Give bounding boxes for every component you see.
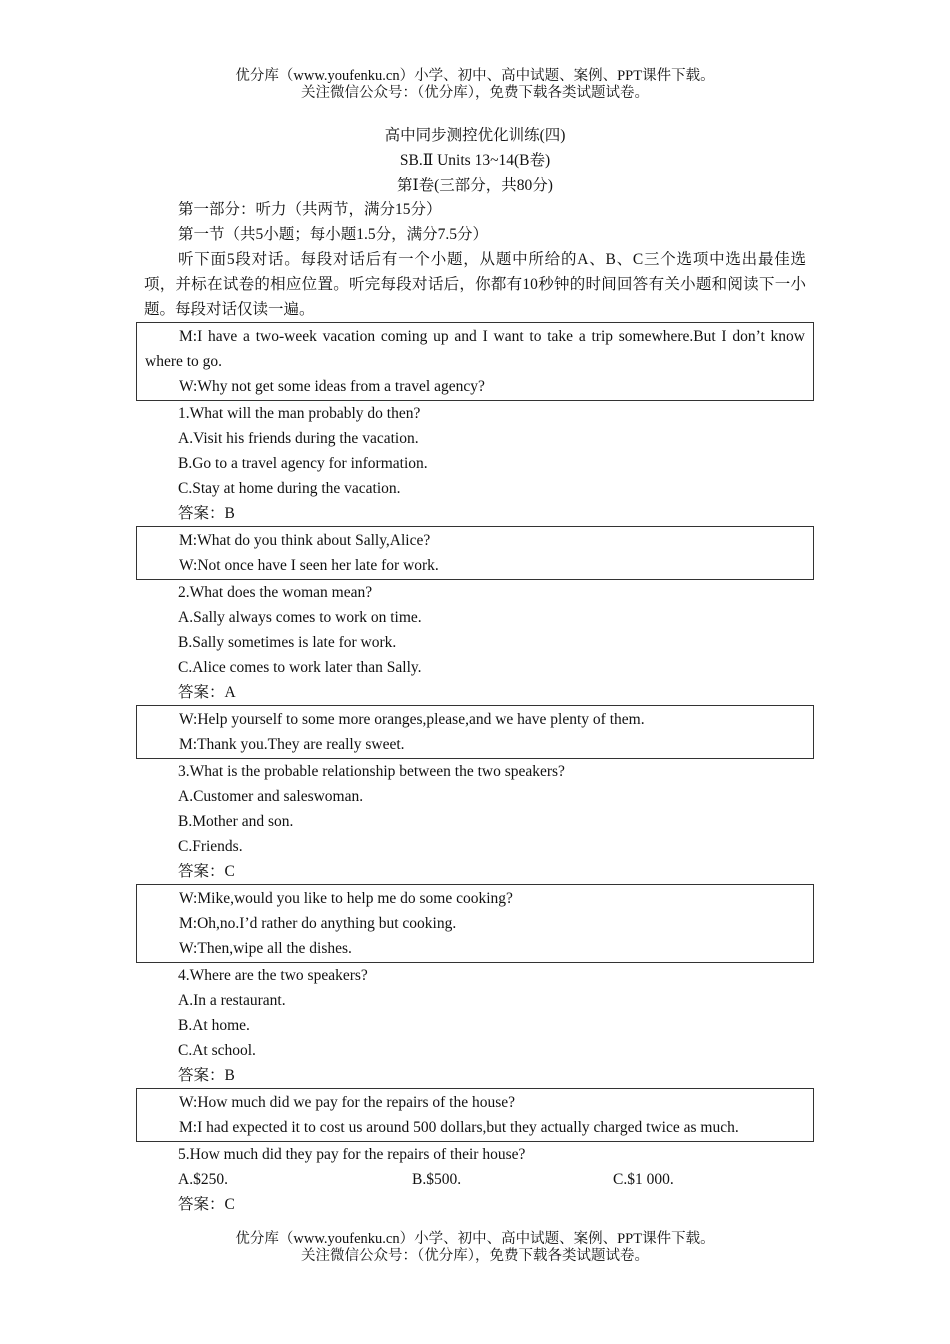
answer-2: 答案：A [178, 684, 236, 701]
dialogue-box-1 [136, 322, 814, 401]
option-b: B.At home. [178, 1017, 250, 1034]
answer-4: 答案：B [178, 1067, 235, 1084]
page-footer [0, 1231, 950, 1265]
section-heading: 第一节（共5小题；每小题1.5分，满分7.5分） [178, 226, 489, 243]
option-a: A.Customer and saleswoman. [178, 788, 364, 805]
option-c: C.At school. [178, 1042, 256, 1059]
dialogue-line: W:Why not get some ideas from a travel agency? [179, 378, 485, 395]
question-5: 5.How much did they pay for the repairs of their house? [178, 1146, 526, 1163]
dialogue-line: M:I had expected it to cost us around 500 dollars,but they actually charged twice as much. [179, 1119, 739, 1136]
header-line-1: 优分库（www.youfenku.cn）小学、初中、高中试题、案例、PPT课件下载。 [235, 68, 715, 84]
option-b: B.Sally sometimes is late for work. [178, 634, 397, 651]
page-header [0, 68, 950, 102]
answer-5: 答案：C [178, 1196, 235, 1213]
option-c: C.Stay at home during the vacation. [178, 480, 401, 497]
header-line-2: 关注微信公众号：（优分库），免费下载各类试题试卷。 [301, 85, 649, 101]
answer-3: 答案：C [178, 863, 235, 880]
question-3: 3.What is the probable relationship between the two speakers? [178, 763, 565, 780]
option-c: C.Friends. [178, 838, 243, 855]
options-row [144, 1167, 806, 1192]
title-line-3: 第Ⅰ卷(三部分，共80分) [397, 177, 553, 194]
dialogue-box-5 [136, 1088, 814, 1142]
question-4: 4.Where are the two speakers? [178, 967, 368, 984]
dialogue-line: W:How much did we pay for the repairs of the house? [179, 1094, 516, 1111]
dialogue-line: M:Thank you.They are really sweet. [179, 736, 405, 753]
dialogue-box-3 [136, 705, 814, 759]
dialogue-line: W:Not once have I seen her late for work. [179, 557, 439, 574]
footer-line-1: 优分库（www.youfenku.cn）小学、初中、高中试题、案例、PPT课件下载。 [235, 1231, 715, 1247]
option-b: B.$500. [412, 1171, 462, 1188]
answer-1: 答案：B [178, 505, 235, 522]
option-b: B.Go to a travel agency for information. [178, 455, 428, 472]
title-line-2: SB.Ⅱ Units 13~14(B卷) [399, 152, 551, 169]
option-c: C.Alice comes to work later than Sally. [178, 659, 422, 676]
option-b: B.Mother and son. [178, 813, 294, 830]
question-2: 2.What does the woman mean? [178, 584, 373, 601]
instructions: 听下面5段对话。每段对话后有一个小题，从题中所给的A、B、C三个选项中选出最佳选项，并标在试卷的相应位置。听完每段对话后，你都有10秒钟的时间回答有关小题和阅读下一小题。每段对话仅读一遍。 [144, 251, 806, 318]
dialogue-line: W:Then,wipe all the dishes. [179, 940, 352, 957]
document-title [0, 123, 950, 198]
option-a: A.$250. [178, 1171, 228, 1188]
option-c: C.$1 000. [613, 1171, 674, 1188]
dialogue-line: M:I have a two-week vacation coming up and I want to take a trip somewhere.But I don’t know where to go. [145, 328, 805, 370]
option-a: A.Sally always comes to work on time. [178, 609, 422, 626]
option-a: A.In a restaurant. [178, 992, 286, 1009]
dialogue-box-4 [136, 884, 814, 963]
dialogue-line: W:Help yourself to some more oranges,please,and we have plenty of them. [179, 711, 645, 728]
dialogue-box-2 [136, 526, 814, 580]
dialogue-line: W:Mike,would you like to help me do some cooking? [179, 890, 513, 907]
dialogue-line: M:What do you think about Sally,Alice? [179, 532, 431, 549]
footer-line-2: 关注微信公众号：（优分库），免费下载各类试题试卷。 [301, 1248, 649, 1264]
dialogue-line: M:Oh,no.I’d rather do anything but cooking. [179, 915, 457, 932]
exam-content [144, 197, 806, 1217]
part-heading: 第一部分：听力（共两节，满分15分） [178, 201, 442, 218]
title-line-1: 高中同步测控优化训练(四) [384, 127, 566, 144]
question-1: 1.What will the man probably do then? [178, 405, 421, 422]
option-a: A.Visit his friends during the vacation. [178, 430, 419, 447]
